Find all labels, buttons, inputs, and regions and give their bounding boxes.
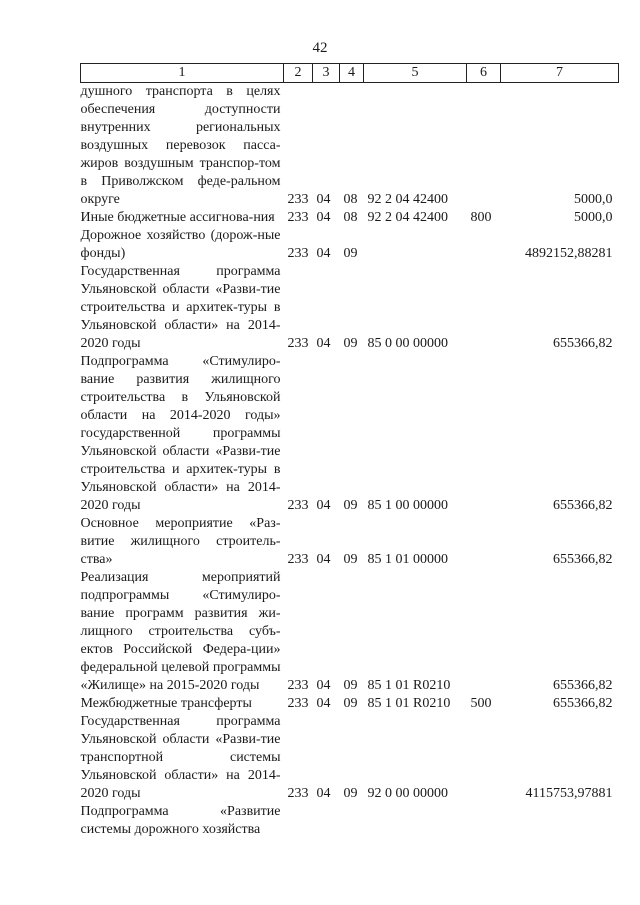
table-row — [81, 515, 619, 569]
row-target-code: 85 1 01 00000 — [367, 552, 448, 567]
row-expense-type — [467, 353, 501, 515]
row-subsection-code: 09 — [343, 552, 358, 567]
row-amount: 5000,0 — [574, 210, 613, 225]
table-header — [81, 64, 619, 83]
row-ministry-code: 233 — [287, 192, 309, 207]
row-ministry-code: 233 — [287, 498, 309, 513]
row-target-code — [364, 803, 467, 839]
row-target-code: 85 0 00 00000 — [367, 336, 448, 351]
row-ministry-code: 233 — [287, 786, 309, 801]
header-col-1: 1 — [81, 64, 284, 83]
row-section-code: 04 — [316, 552, 331, 567]
row-subsection-code: 09 — [343, 696, 358, 711]
row-target-code: 92 2 04 42400 — [367, 192, 448, 207]
row-amount: 655366,82 — [553, 498, 613, 513]
row-amount: 655366,82 — [553, 552, 613, 567]
row-ministry-code: 233 — [287, 678, 309, 693]
row-target-code: 85 1 01 R0210 — [367, 696, 451, 711]
header-col-2: 2 — [284, 64, 313, 83]
row-name: Основное мероприятие «Раз-витие жилищного строитель-ства» — [80, 516, 281, 567]
row-amount: 5000,0 — [574, 192, 613, 207]
row-target-code: 92 0 00 00000 — [367, 786, 448, 801]
row-target-code — [364, 227, 467, 263]
row-amount: 655366,82 — [553, 696, 613, 711]
row-subsection-code: 09 — [343, 786, 358, 801]
header-col-6: 6 — [467, 64, 501, 83]
budget-table — [80, 63, 619, 839]
row-expense-type — [467, 227, 501, 263]
row-subsection-code: 08 — [343, 192, 358, 207]
row-section-code: 04 — [316, 696, 331, 711]
row-subsection-code: 09 — [343, 498, 358, 513]
row-amount — [501, 803, 619, 839]
row-section-code: 04 — [316, 498, 331, 513]
row-ministry-code: 233 — [287, 696, 309, 711]
row-section-code: 04 — [316, 210, 331, 225]
row-target-code: 92 2 04 42400 — [367, 210, 448, 225]
row-amount: 4115753,97881 — [525, 786, 613, 801]
header-row — [81, 64, 619, 83]
row-expense-type: 800 — [470, 210, 492, 225]
table-row — [81, 83, 619, 210]
row-name: Государственная программа Ульяновской области «Разви-тие транспортной системы Ульяновской области» на 2014-2020 годы — [80, 714, 281, 801]
table-row — [81, 713, 619, 803]
row-expense-type — [467, 263, 501, 353]
row-target-code: 85 1 01 R0210 — [367, 678, 451, 693]
row-ministry-code: 233 — [287, 246, 309, 261]
row-subsection-code — [340, 803, 364, 839]
row-subsection-code: 08 — [343, 210, 358, 225]
table-row — [81, 209, 619, 227]
row-subsection-code: 09 — [343, 336, 358, 351]
row-name: Государственная программа Ульяновской области «Разви-тие строительства и архитек-туры в Ульяновской области» на 2014-2020 годы — [80, 264, 281, 351]
page-number: 42 — [312, 40, 328, 56]
row-name: Реализация мероприятий подпрограммы «Стимулиро-вание программ развития жи-лищного строительства субъ-ектов Российской Федера-ции» федеральной целевой программы «Жилище» на 2015-2020 годы — [80, 570, 281, 693]
header-col-4: 4 — [340, 64, 364, 83]
row-name: Межбюджетные трансферты — [80, 696, 252, 711]
row-ministry-code: 233 — [287, 336, 309, 351]
header-col-3: 3 — [313, 64, 340, 83]
row-ministry-code: 233 — [287, 552, 309, 567]
header-col-5: 5 — [364, 64, 467, 83]
row-name: душного транспорта в целях обеспечения доступности внутренних региональных воздушных перевозок пасса-жиров воздушным транспор-том в Приволжском феде-ральном округе — [80, 84, 281, 207]
row-subsection-code: 09 — [343, 678, 358, 693]
row-section-code — [313, 803, 340, 839]
row-expense-type — [467, 713, 501, 803]
row-section-code: 04 — [316, 246, 331, 261]
row-amount: 655366,82 — [553, 678, 613, 693]
table-row — [81, 227, 619, 263]
row-amount: 655366,82 — [553, 336, 613, 351]
row-ministry-code: 233 — [287, 210, 309, 225]
table-row — [81, 353, 619, 515]
table-row — [81, 569, 619, 695]
row-ministry-code — [284, 803, 313, 839]
row-name: Подпрограмма «Развитие системы дорожного хозяйства — [80, 804, 281, 837]
row-expense-type — [467, 83, 501, 210]
row-expense-type: 500 — [470, 696, 492, 711]
row-expense-type — [467, 569, 501, 695]
row-amount: 4892152,88281 — [525, 246, 613, 261]
row-section-code: 04 — [316, 678, 331, 693]
row-name: Подпрограмма «Стимулиро-вание развития жилищного строительства в Ульяновской области на 2014-2020 годы» государственной программы Ульяновской области «Разви-тие строительства и архитек-туры в Ульяновской области» на 2014-2020 годы — [80, 354, 281, 513]
row-name: Дорожное хозяйство (дорож-ные фонды) — [80, 228, 281, 261]
header-col-7: 7 — [501, 64, 619, 83]
row-expense-type — [467, 803, 501, 839]
row-section-code: 04 — [316, 786, 331, 801]
table-body — [81, 83, 619, 840]
row-expense-type — [467, 515, 501, 569]
row-subsection-code: 09 — [343, 246, 358, 261]
row-target-code: 85 1 00 00000 — [367, 498, 448, 513]
table-row — [81, 695, 619, 713]
table-row — [81, 263, 619, 353]
table-row — [81, 803, 619, 839]
row-section-code: 04 — [316, 192, 331, 207]
row-section-code: 04 — [316, 336, 331, 351]
row-name: Иные бюджетные ассигнова-ния — [80, 210, 275, 225]
